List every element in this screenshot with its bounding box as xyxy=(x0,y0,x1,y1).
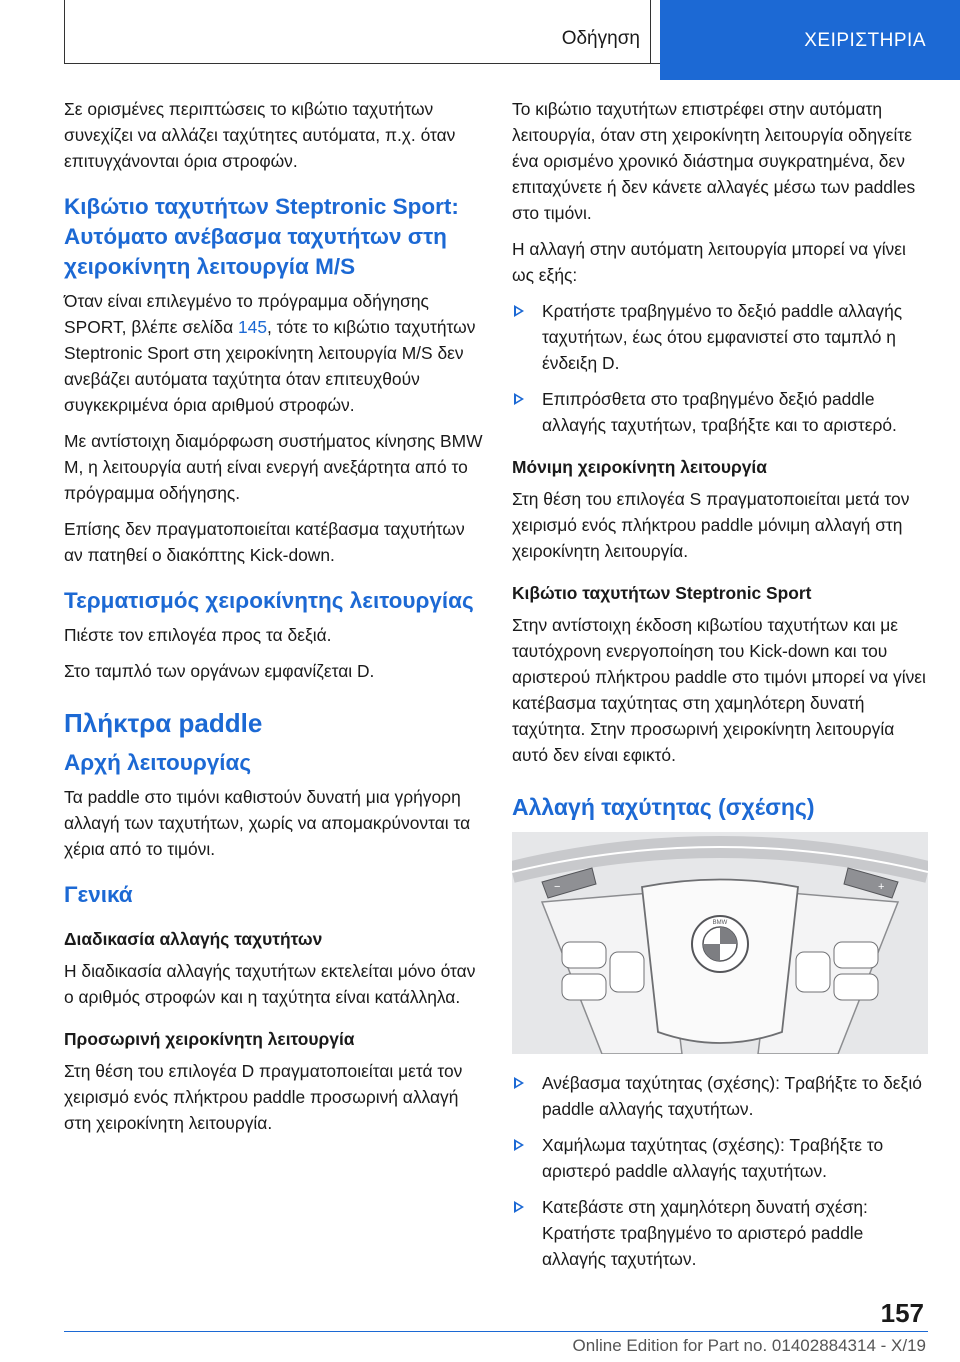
header-chapter-tab[interactable] xyxy=(660,0,960,80)
left-paddle-minus: − xyxy=(554,881,561,893)
right-column xyxy=(512,96,932,1282)
page-number: 157 xyxy=(880,1298,924,1328)
footer-edition: Online Edition for Part no. 01402884314 - X/19 xyxy=(572,1336,926,1355)
steptronic-sport-paragraph: Στην αντίστοιχη έκδοση κιβωτίου ταχυτήτων και με ταυτόχρονη ενεργοποίηση του Kick-down και του αριστερού πλήκτρου paddle στο τιμόνι μπορεί να γίνει κατέβασμα ταχύτητας στη χαμηλότερη δυνατή ταχύτητα. Στην προσωρινή χειροκίνητη λειτουργία αυτό δεν είναι εφικτό. xyxy=(512,615,926,765)
heading-gear-change: Αλλαγή ταχύτητας (σχέσης) xyxy=(512,794,815,820)
header-chapter-label: ΧΕΙΡΙΣΤΗΡΙΑ xyxy=(804,30,926,51)
header-bottom-rule xyxy=(64,63,660,64)
step-arrow-icon xyxy=(514,1077,524,1089)
footer-rule xyxy=(64,1331,928,1332)
bmw-logo-icon xyxy=(692,916,748,972)
step-text: Επιπρόσθετα στο τραβηγμένο δεξιό paddle αλλαγής ταχυτήτων, τραβήξτε και το αριστερό. xyxy=(542,389,897,435)
subheading-temporary-manual: Προσωρινή χειροκίνητη λειτουργία xyxy=(64,1029,355,1049)
right-paddle-plus: + xyxy=(878,881,885,893)
sport-paragraph-1 xyxy=(64,288,484,418)
sport-paragraph-3: Επίσης δεν πραγματοποιείται κατέβασμα ταχυτήτων αν πατηθεί ο διακόπτης Kick-down. xyxy=(64,519,465,565)
header-divider xyxy=(650,0,651,64)
return-auto-paragraph-2: Η αλλαγή στην αυτόματη λειτουργία μπορεί να γίνει ως εξής: xyxy=(512,239,906,285)
heading-steptronic-sport-upshift: Κιβώτιο ταχυτήτων Steptronic Sport: Αυτόματο ανέβασμα ταχυτήτων στη χειροκίνητη λειτουργία M/S xyxy=(64,194,459,279)
step-item xyxy=(512,1194,932,1272)
intro-paragraph: Σε ορισμένες περιπτώσεις το κιβώτιο ταχυτήτων συνεχίζει να αλλάζει ταχύτητες αυτόματα, π.χ. όταν επιτυγχάνονται όρια στροφών. xyxy=(64,99,456,171)
step-arrow-icon xyxy=(514,1139,524,1151)
step-arrow-icon xyxy=(514,393,524,405)
procedure-paragraph: Η διαδικασία αλλαγής ταχυτήτων εκτελείται μόνο όταν ο αριθμός στροφών και η ταχύτητα είναι κατάλληλα. xyxy=(64,961,476,1007)
step-item xyxy=(512,298,932,376)
heading-general: Γενικά xyxy=(64,882,133,907)
heading-paddles: Πλήκτρα paddle xyxy=(64,708,263,738)
sport-paragraph-2: Με αντίστοιχη διαμόρφωση συστήματος κίνησης BMW M, η λειτουργία αυτή είναι ενεργή ανεξάρτητα από το πρόγραμμα οδήγησης. xyxy=(64,431,483,503)
step-arrow-icon xyxy=(514,1201,524,1213)
end-manual-paragraph-2: Στο ταμπλό των οργάνων εμφανίζεται D. xyxy=(64,661,375,681)
sport-paragraph-1-start: Όταν είναι επιλεγμένο το πρόγραμμα οδήγησης SPORT, βλέπε σελίδα xyxy=(64,291,429,337)
permanent-manual-paragraph: Στη θέση του επιλογέα S πραγματοποιείται μετά τον χειρισμό ενός πλήκτρου paddle μόνιμη αλλαγή στη χειροκίνητη λειτουργία. xyxy=(512,489,910,561)
step-text: Κρατήστε τραβηγμένο το δεξιό paddle αλλαγής ταχυτήτων, έως ότου εμφανιστεί στο ταμπλό η ένδειξη D. xyxy=(542,301,903,373)
gear-change-steps xyxy=(512,1070,932,1272)
step-text: Ανέβασμα ταχύτητας (σχέσης): Τραβήξτε το δεξιό paddle αλλαγής ταχυτήτων. xyxy=(542,1073,922,1119)
left-column xyxy=(64,96,484,1146)
end-manual-paragraph-1: Πιέστε τον επιλογέα προς τα δεξιά. xyxy=(64,625,332,645)
step-text: Κατεβάστε στη χαμηλότερη δυνατή σχέση: Κρατήστε τραβηγμένο το αριστερό paddle αλλαγής ταχυτήτων. xyxy=(542,1197,868,1269)
steering-wheel-illustration xyxy=(512,832,928,1054)
subheading-steptronic-sport: Κιβώτιο ταχυτήτων Steptronic Sport xyxy=(512,583,812,603)
step-arrow-icon xyxy=(514,305,524,317)
step-item xyxy=(512,1132,932,1184)
header-left-rule xyxy=(64,0,65,64)
return-auto-paragraph-1: Το κιβώτιο ταχυτήτων επιστρέφει στην αυτόματη λειτουργία, όταν στη χειροκίνητη λειτουργία οδηγείτε ένα ορισμένο χρονικό διάστημα συγκρατημένα, δεν επιταχύνετε ή δεν κάνετε αλλαγές μέσω των paddles στο τιμόνι. xyxy=(512,99,916,223)
step-text: Χαμήλωμα ταχύτητας (σχέσης): Τραβήξτε το αριστερό paddle αλλαγής ταχυτήτων. xyxy=(542,1135,884,1181)
heading-end-manual-mode: Τερματισμός χειροκίνητης λειτουργίας xyxy=(64,588,474,613)
heading-principle: Αρχή λειτουργίας xyxy=(64,750,252,775)
step-item xyxy=(512,386,932,438)
subheading-permanent-manual: Μόνιμη χειροκίνητη λειτουργία xyxy=(512,457,767,477)
step-item xyxy=(512,1070,932,1122)
return-auto-steps xyxy=(512,298,932,438)
temporary-manual-paragraph: Στη θέση του επιλογέα D πραγματοποιείται μετά τον χειρισμό ενός πλήκτρου paddle προσωρινή αλλαγή στη χειροκίνητη λειτουργία. xyxy=(64,1061,463,1133)
page-reference-link[interactable]: 145 xyxy=(237,317,267,337)
header-section-title: Οδήγηση xyxy=(561,28,640,49)
steering-wheel-svg xyxy=(512,832,928,1054)
principle-paragraph: Τα paddle στο τιμόνι καθιστούν δυνατή μια γρήγορη αλλαγή των ταχυτήτων, χωρίς να απομακρύνονται τα χέρια από το τιμόνι. xyxy=(64,787,471,859)
subheading-shift-procedure: Διαδικασία αλλαγής ταχυτήτων xyxy=(64,929,323,949)
sport-paragraph-1-end: , τότε το κιβώτιο ταχυτήτων Steptronic Sport στη χειροκίνητη λειτουργία M/S δεν ανεβάζει αυτόματα ταχύτητα όταν επιτευχθούν συγκεκριμένα όρια αριθμού στροφών. xyxy=(64,317,476,415)
bmw-logo-text: BMW xyxy=(712,920,728,926)
